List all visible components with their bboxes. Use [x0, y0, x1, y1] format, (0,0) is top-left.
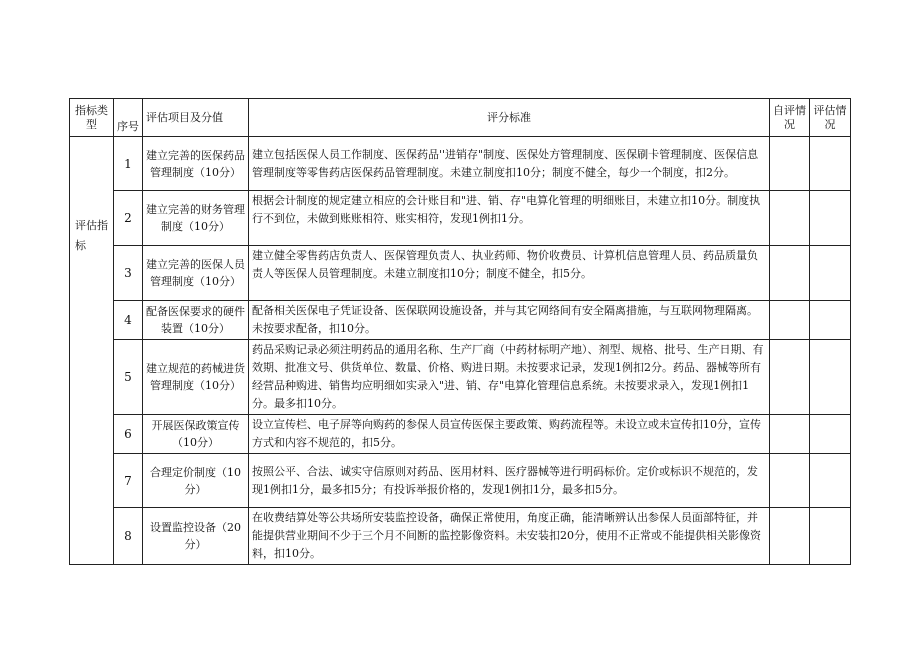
table-row	[70, 454, 851, 508]
table-row	[70, 191, 851, 246]
row-criteria: 建立包括医保人员工作制度、医保药品''进销存"制度、医保处方管理制度、医保刷卡管理制度、医保信息管理制度等零售药店医保药品管理制度。未建立制度扣10分；制度不健全，每少一个制度，扣2分。	[249, 137, 770, 191]
eval-status-cell[interactable]	[810, 246, 851, 301]
header-self-eval: 自评情况	[770, 99, 810, 137]
category-label: 评估指标	[75, 219, 108, 252]
row-criteria: 建立健全零售药店负责人、医保管理负责人、执业药师、物价收费员、计算机信息管理人员、药品质量负责人等医保人员管理制度。未建立制度扣10分；制度不健全，扣5分。	[249, 246, 770, 301]
category-cell	[70, 137, 114, 565]
self-eval-cell[interactable]	[770, 137, 810, 191]
row-item: 设置监控设备（20分）	[143, 508, 249, 565]
header-criteria: 评分标准	[249, 99, 770, 137]
row-criteria: 按照公平、合法、诚实守信原则对药品、医用材料、医疗器械等进行明码标价。定价或标识不规范的，发现1例扣1分，最多扣5分；有投诉举报价格的，发现1例扣1分，最多扣5分。	[249, 454, 770, 508]
header-item: 评估项目及分值	[143, 99, 249, 137]
table-row	[70, 340, 851, 415]
row-item: 建立完善的财务管理制度（10分）	[143, 191, 249, 246]
row-item: 合理定价制度（10分）	[143, 454, 249, 508]
row-seq: 4	[114, 301, 143, 340]
row-seq: 1	[114, 137, 143, 191]
row-seq: 3	[114, 246, 143, 301]
table-row	[70, 246, 851, 301]
row-item: 建立完善的医保药品管理制度（10分）	[143, 137, 249, 191]
eval-status-cell[interactable]	[810, 508, 851, 565]
row-seq: 2	[114, 191, 143, 246]
eval-status-cell[interactable]	[810, 454, 851, 508]
row-seq: 7	[114, 454, 143, 508]
row-item: 配备医保要求的硬件装置（10分）	[143, 301, 249, 340]
header-row	[70, 99, 851, 137]
row-criteria: 药品采购记录必须注明药品的通用名称、生产厂商（中药材标明产地）、剂型、规格、批号、生产日期、有效期、批准文号、供货单位、数量、价格、购进日期。未按要求记录，发现1例扣2分。药品、器械等所有经营品种购进、销售均应明细如实录入"进、销、存"电算化管理信息系统。未按要求录入，发现1例扣1分。最多扣10分。	[249, 340, 770, 415]
header-type: 指标类型	[70, 99, 114, 137]
row-criteria: 在收费结算处等公共场所安装监控设备，确保正常使用，角度正确，能清晰辨认出参保人员面部特征，并能提供营业期间不少于三个月不间断的监控影像资料。未安装扣20分，使用不正常或不能提供相关影像资料，扣10分。	[249, 508, 770, 565]
row-criteria: 配备相关医保电子凭证设备、医保联网设施设备，并与其它网络间有安全隔离措施，与互联网物理隔离。未按要求配备，扣10分。	[249, 301, 770, 340]
eval-status-cell[interactable]	[810, 191, 851, 246]
eval-status-cell[interactable]	[810, 137, 851, 191]
self-eval-cell[interactable]	[770, 246, 810, 301]
self-eval-cell[interactable]	[770, 454, 810, 508]
self-eval-cell[interactable]	[770, 415, 810, 454]
row-seq: 6	[114, 415, 143, 454]
evaluation-table	[69, 98, 851, 565]
self-eval-cell[interactable]	[770, 301, 810, 340]
self-eval-cell[interactable]	[770, 191, 810, 246]
eval-status-cell[interactable]	[810, 301, 851, 340]
eval-status-cell[interactable]	[810, 415, 851, 454]
row-seq: 8	[114, 508, 143, 565]
table-row	[70, 301, 851, 340]
header-eval-status: 评估情况	[810, 99, 851, 137]
row-item: 建立完善的医保人员管理制度（10分）	[143, 246, 249, 301]
row-item: 建立规范的药械进货管理制度（10分）	[143, 340, 249, 415]
self-eval-cell[interactable]	[770, 340, 810, 415]
eval-status-cell[interactable]	[810, 340, 851, 415]
table-row	[70, 508, 851, 565]
row-criteria: 设立宣传栏、电子屏等向购药的参保人员宣传医保主要政策、购药流程等。未设立或未宣传扣10分，宣传方式和内容不规范的，扣5分。	[249, 415, 770, 454]
self-eval-cell[interactable]	[770, 508, 810, 565]
row-criteria: 根据会计制度的规定建立相应的会计账目和"进、销、存"电算化管理的明细账目，未建立扣10分。制度执行不到位，未做到账账相符、账实相符，发现1例扣1分。	[249, 191, 770, 246]
table-row	[70, 137, 851, 191]
header-seq: 序号	[114, 99, 143, 137]
row-item: 开展医保政策宣传（10分）	[143, 415, 249, 454]
row-seq: 5	[114, 340, 143, 415]
table-row	[70, 415, 851, 454]
